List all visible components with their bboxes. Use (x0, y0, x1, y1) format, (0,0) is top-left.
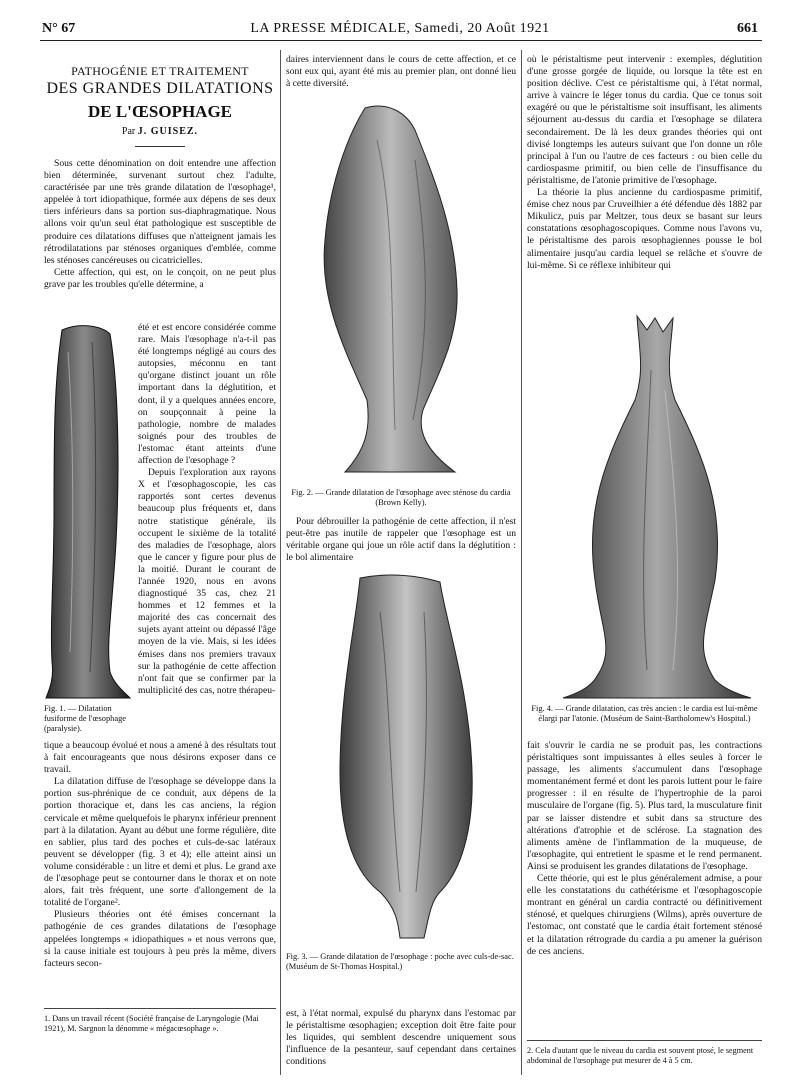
col3-body (527, 740, 762, 958)
byline (44, 126, 276, 137)
paragraph: Plusieurs théories ont été émises concernant la pathogénie de ces grandes dilatations de l'œsophage appelées longtemps « idiopathiques » et nous verrons que, si la cause initiale est toujours à peu près la même, divers facteurs secon- (44, 909, 276, 969)
paragraph: La théorie la plus ancienne du cardiospasme primitif, émise chez nous par Cruveilhier a été défendue dès 1882 par Mikulicz, puis par Meltzer, tous deux se basant sur leurs constatations œsophagoscopiques. Comme nous l'avons vu, le péristaltisme des parois œsophagiennes pousse le bol alimentaire jusqu'au cardia lequel se relâche et s'ouvre de lui-même. Si ce réflexe inhibiteur qui (527, 187, 762, 271)
title-separator (135, 146, 185, 147)
header-rule (40, 40, 762, 41)
article-title-main: DE L'ŒSOPHAGE (87, 102, 233, 121)
paragraph: tique a beaucoup évolué et nous a amené à des résultats tout à fait encourageants que nous désirons exposer dans ce travail. (44, 740, 276, 776)
paragraph: fait s'ouvrir le cardia ne se produit pas, les contractions péristaltiques sont impuissantes à elles seules à forcer le passage, les aliments s'accumulent dans l'œsophage momentanément fermé et dont les parois luttent pour le faire progresser : il en résulte de l'hypertrophie de la paroi musculaire de l'organe (fig. 5). Plus tard, la musculature finit par se laisser distendre et subit dans sa structure des altérations d'atrophie et de sclérose. La stagnation des aliments amène de l'inflammation de la muqueuse, de l'œsophagite, qui entretient le spasme et le rend permanent. Ainsi se produisent les grandes dilatations de l'œsophage. (527, 740, 762, 872)
col1-intro (44, 158, 276, 291)
paragraph: Sous cette dénomination on doit entendre une affection bien déterminée, survenant surtout chez l'adulte, caractérisée par une très grande dilatation de l'œsophage¹, appelée à tort idiopathique, formée aux dépens de ses deux tiers inférieurs dans sa portion sus-diaphragmatique. Nous allons voir qu'un seul état pathologique est susceptible de produire ces dilatations diffuses que n'atteignent jamais les rétrodilatations par sténoses organiques d'emblée, comme les sténoses cancéreuses ou cicatricielles. (44, 158, 276, 266)
paragraph: est, à l'état normal, expulsé du pharynx dans l'estomac par le péristaltisme œsophagien; exception doit être faite pour les liquides, qui semblent descendre uniquement sous l'influence de la pesanteur, sauf cependant dans certaines conditions (286, 1008, 516, 1068)
col2-bottom (286, 1008, 516, 1068)
fig2-caption: Fig. 2. — Grande dilatation de l'œsophage avec sténose du cardia (Brown Kelly). (291, 488, 511, 507)
fig3-illustration (320, 572, 490, 942)
article-title-line: DES GRANDES DILATATIONS (46, 80, 274, 97)
col3-top (527, 54, 762, 272)
footnote-rule (44, 1008, 276, 1009)
column-divider (521, 50, 522, 1075)
paragraph: Depuis l'exploration aux rayons X et l'œsophagoscopie, les cas rapportés sont certes devenus beaucoup plus fréquents et, dans notre statistique générale, ils occupent le sixième de la totalité des maladies de l'œsophage, alors que le cancer y figure pour plus de la moitié. Durant le courant de l'année 1920, nous en avons diagnostiqué 35 cas, chez 21 hommes et 12 femmes et la majorité des cas concernait des sujets ayant atteint ou dépassé l'âge moyen de la vie. Mais, si les idées émises dans nos premiers travaux sur la pathogénie de cette affection n'ont fait que se confirmer par la multiplicité des cas, notre thérapeu- (138, 467, 276, 696)
col1-body (44, 740, 276, 970)
paragraph: La dilatation diffuse de l'œsophage se développe dans la portion sus-phrénique de ce conduit, aux dépens de la portion thoracique et, dans les cas anciens, la région cervicale et même quelquefois le pharynx inférieur prennent part à la dilatation. Ayant au début une forme régulière, dite en sablier, plus tard des poches et culs-de-sac latéraux peuvent se développer (fig. 3 et 4); elle atteint ainsi un volume considérable : un litre et demi et plus. Le grand axe de l'œsophage peut se contourner dans le thorax et on note alors, fait très fréquent, une sorte d'allongement de la totalité de l'organe². (44, 776, 276, 909)
col2-top (286, 54, 516, 90)
paragraph: été et est encore considérée comme rare. Mais l'œsophage n'a-t-il pas été longtemps négligé au cours des autopsies, méconnu en tant qu'organe distinct jouant un rôle important dans la déglutition, et dont, il y a quelques années encore, on soupçonnait à peine la pathologie, nombre de malades soignés pour des troubles de l'estomac étant atteints d'une affection de l'œsophage ? (138, 322, 276, 467)
paragraph: daires interviennent dans le cours de cette affection, et ce sont eux qui, ayant été mis au premier plan, ont donné lieu à cette diversité. (286, 54, 516, 90)
footnote-rule (527, 1040, 762, 1041)
footnote-2: 2. Cela d'autant que le niveau du cardia est souvent ptosé, le segment abdominal de l'œsophage put mesurer de 4 à 5 cm. (527, 1046, 754, 1066)
running-header (40, 18, 760, 40)
paragraph: où le péristaltisme peut intervenir : exemples, déglutition d'une grosse gorgée de liquide, ou lorsque la tête est en position déclive. C'est ce péristaltisme qui, à l'état normal, arrive à vaincre le léger tonus du cardia. Que ce tonus soit exagéré ou que le péristaltisme soit insuffisant, les aliments séjournent au-dessus du cardia et l'œsophage se dilatera secondairement. De là les deux grandes théories qui ont divisé longtemps les auteurs suivant que l'on donne un rôle principal à l'un ou l'autre de ces facteurs : ou bien celle du cardiospasme primitif, ou bien celle de l'insuffisance du péristaltisme, de l'atonie primitive de l'œsophage. (527, 54, 762, 186)
fig4-illustration (555, 310, 755, 700)
byline-prefix: Par (121, 126, 136, 137)
footnote-1: 1. Dans un travail récent (Société française de Laryngologie (Mai 1921), M. Sargnon la dénomme « mégacœsophage ». (44, 1014, 259, 1034)
col2-mid (286, 516, 516, 564)
fig1-illustration (40, 322, 134, 700)
column-divider (280, 50, 281, 1075)
fig1-caption: Fig. 1. — Dilatation fusiforme de l'œsophage (paralysie). (44, 704, 126, 733)
journal-title: LA PRESSE MÉDICALE, Samedi, 20 Août 1921 (250, 21, 550, 36)
paragraph: Cette théorie, qui est le plus généralement admise, a pour elle les constatations du cathétérisme et l'œsophagoscopie montrant en général un cardia contracté ou définitivement sténosé, et quelques chirurgiens (Wilms), après ouverture de l'estomac, ont constaté que le cardia était fortement sténosé et la dilatation rétrograde du cardia a pu amener la guérison de ces anciens. (527, 873, 762, 957)
issue-number: N° 67 (42, 21, 76, 36)
author-name: J. GUISEZ. (137, 126, 199, 137)
fig2-illustration (305, 100, 495, 480)
col1-wrap-text (138, 322, 276, 697)
fig4-caption: Fig. 4. — Grande dilatation, cas très ancien : le cardia est lui-même élargi par l'atonie. (Muséum de Saint-Bartholomew's Hospital.) (531, 704, 758, 723)
paragraph: Cette affection, qui est, on le conçoit, on ne peut plus grave par les troubles qu'elle détermine, a (44, 266, 276, 290)
fig3-caption: Fig. 3. — Grande dilatation de l'œsophage : poche avec culs-de-sac. (Muséum de St-Thomas Hospital.) (286, 952, 514, 971)
article-kicker: PATHOGÉNIE ET TRAITEMENT (71, 64, 249, 78)
paragraph: Pour débrouiller la pathogénie de cette affection, il n'est peut-être pas inutile de rappeler que l'œsophage est un véritable organe qui joue un rôle actif dans la déglutition : le bol alimentaire (286, 516, 516, 564)
page-number: 661 (737, 21, 758, 36)
